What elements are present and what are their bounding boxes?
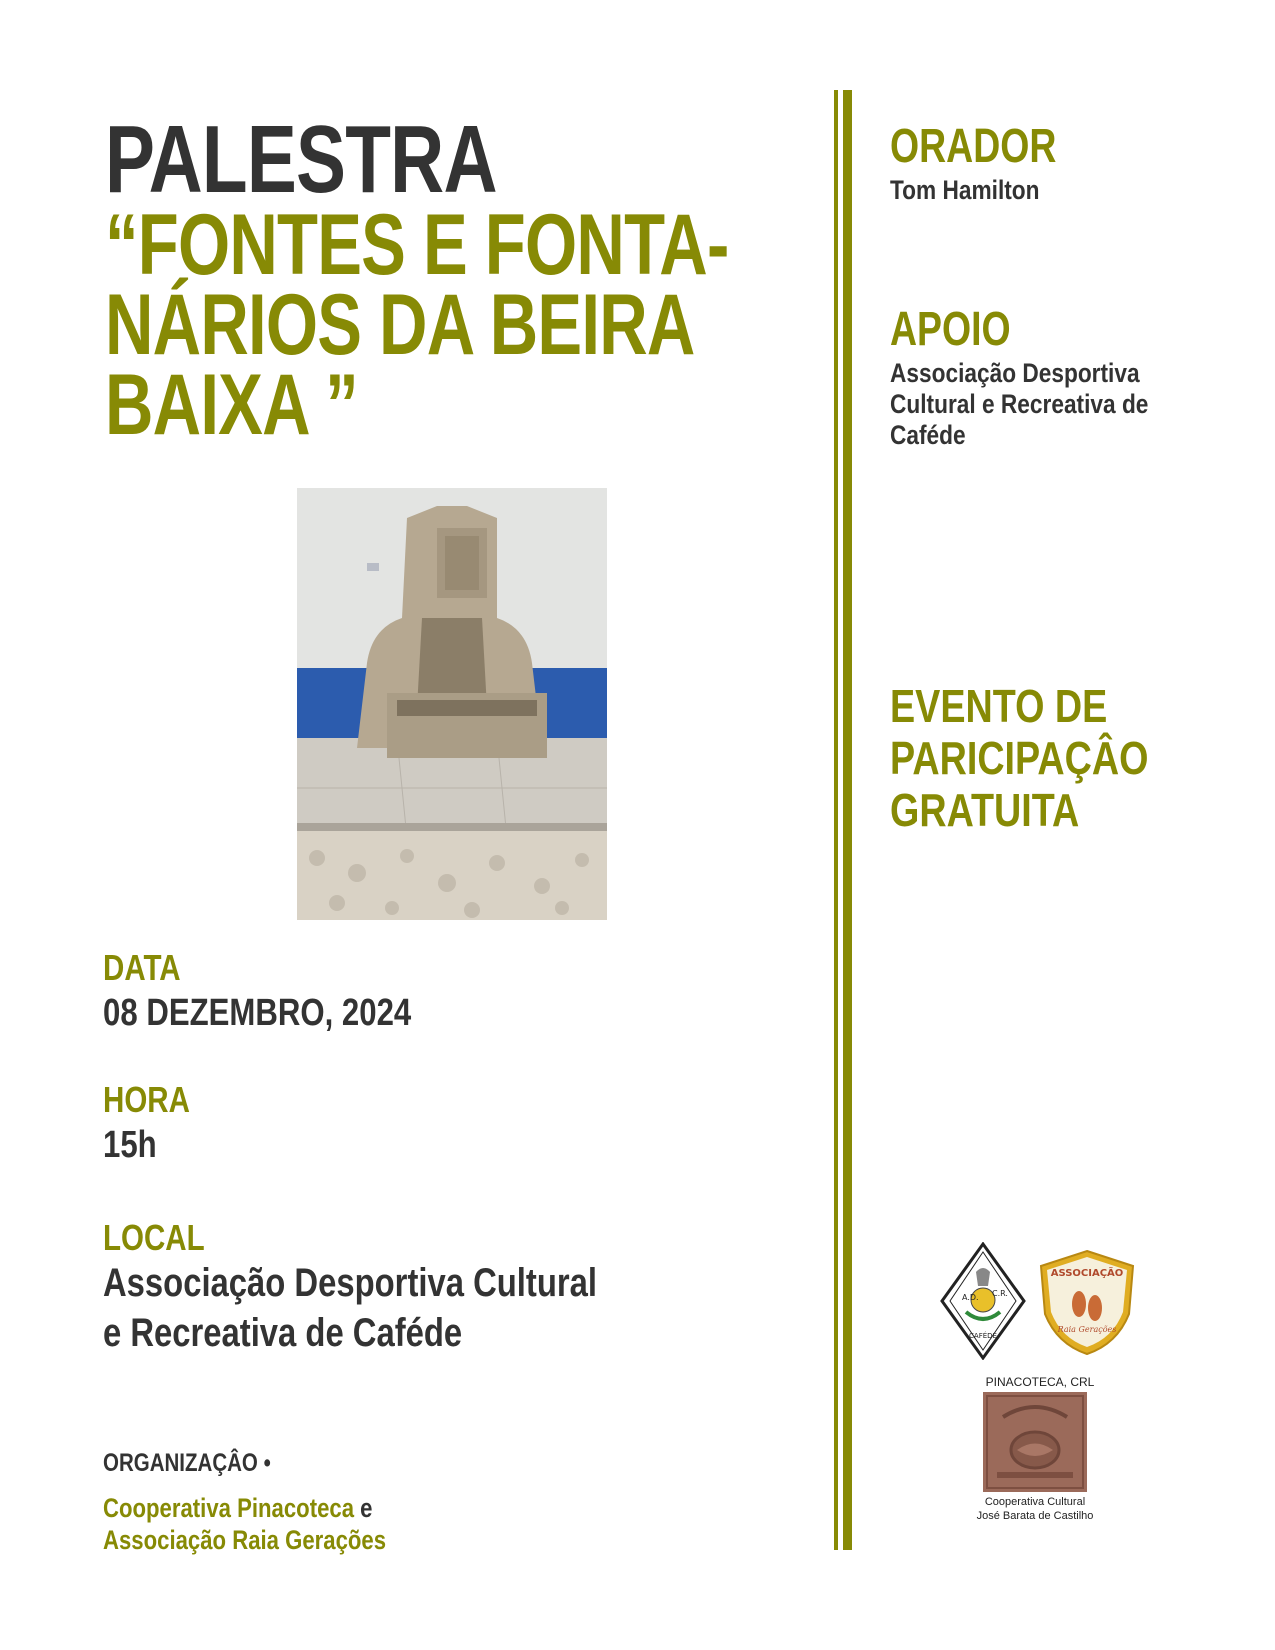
- support-label: APOIO: [890, 303, 1011, 356]
- title-palestra: PALESTRA: [105, 106, 497, 213]
- free-event-line-1: EVENTO DE: [890, 680, 1108, 732]
- date-value: 08 DEZEMBRO, 2024: [103, 992, 412, 1034]
- title-line-4: BAIXA ”: [105, 357, 358, 453]
- organization-label: ORGANIZAÇÂO •: [103, 1449, 271, 1477]
- pinacoteca-logo: [983, 1392, 1087, 1492]
- time-label: HORA: [103, 1079, 190, 1120]
- organization-line-1: [103, 1492, 372, 1524]
- title-line-3: NÁRIOS DA BEIRA: [105, 277, 695, 373]
- adcr-cafede-logo: [940, 1242, 1026, 1360]
- adcr-text-right: C.R.: [992, 1289, 1008, 1298]
- speaker-label: ORADOR: [890, 120, 1057, 173]
- time-value: 15h: [103, 1124, 157, 1166]
- place-line-1: Associação Desportiva Cultural: [103, 1261, 597, 1305]
- support-line-1: Associação Desportiva: [890, 358, 1140, 388]
- divider-line-thick: [843, 90, 852, 1550]
- organization-connector: e: [354, 1493, 373, 1523]
- pinacoteca-title: PINACOTECA, CRL: [985, 1375, 1095, 1389]
- free-event-line-2: PARICIPAÇÂO: [890, 732, 1149, 784]
- divider-line: [834, 90, 838, 1550]
- date-label: DATA: [103, 947, 181, 988]
- pinacoteca-subtitle-2: José Barata de Castilho: [976, 1510, 1094, 1522]
- raia-text-bottom: Raia Gerações: [1057, 1325, 1117, 1334]
- support-line-3: Caféde: [890, 420, 966, 450]
- fountain-photo: [297, 488, 607, 920]
- adcr-text-left: A.D.: [962, 1293, 979, 1302]
- support-line-2: Cultural e Recreativa de: [890, 389, 1149, 419]
- place-label: LOCAL: [103, 1217, 205, 1258]
- speaker-name: Tom Hamilton: [890, 175, 1040, 205]
- raia-geracoes-logo: [1037, 1248, 1137, 1356]
- raia-text-top: ASSOCIAÇÃO: [1050, 1268, 1124, 1279]
- organizer-raia: Associação Raia Gerações: [103, 1525, 387, 1555]
- adcr-text-bottom: CAFÉDE: [969, 1332, 997, 1340]
- pinacoteca-subtitle-1: Cooperativa Cultural: [984, 1496, 1086, 1508]
- place-line-2: e Recreativa de Caféde: [103, 1311, 463, 1355]
- organizer-pinacoteca: Cooperativa Pinacoteca: [103, 1493, 355, 1523]
- title-line-2: “FONTES E FONTA-: [105, 197, 729, 293]
- free-event-line-3: GRATUITA: [890, 784, 1080, 836]
